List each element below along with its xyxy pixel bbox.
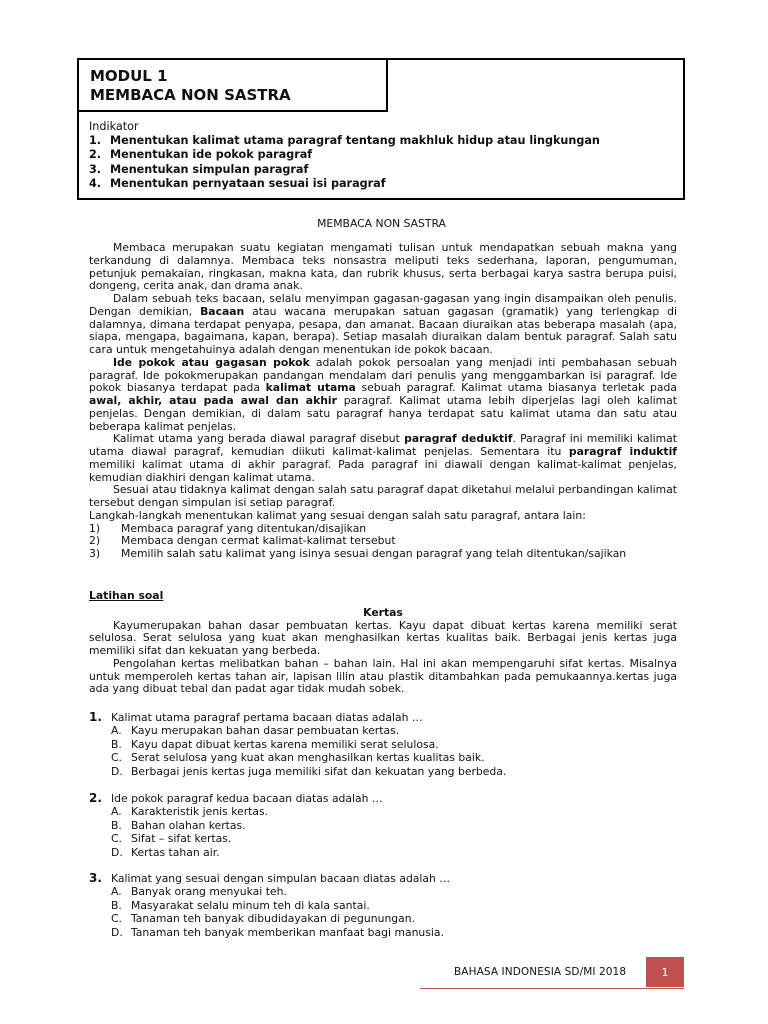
text-run: . Paragraf ini memiliki kalimat utama diawal paragraf, kemudian diikuti kalimat-kalimat penjelas. Sementara itu bbox=[89, 432, 677, 458]
module-number: MODUL 1 bbox=[90, 67, 168, 85]
question-1 bbox=[89, 711, 677, 778]
step-num: 2) bbox=[89, 534, 101, 548]
indikator-text: Menentukan pernyataan sesuai isi paragraf bbox=[110, 176, 386, 190]
paragraph: Membaca merupakan suatu kegiatan mengamati tulisan untuk mendapatkan sebuah makna yang terkandung di dalamnya. Membaca teks nonsastra meliputi teks sederhana, laporan, pengumuman, petunjuk pemakaian, ringkasan, makna kata, dan rubrik khusus, serta berbagai karya sastra berupa puisi, dongeng, cerita anak, dan drama anak. bbox=[89, 241, 677, 293]
option-text: Masyarakat selalu minum teh di kala santai. bbox=[131, 898, 370, 912]
indikator-item bbox=[89, 134, 674, 148]
indikator-num: 4. bbox=[89, 176, 102, 190]
bold-term: paragraf induktif bbox=[568, 445, 677, 458]
module-title-box bbox=[78, 59, 388, 112]
option-item bbox=[111, 832, 677, 845]
indikator-text: Menentukan simpulan paragraf bbox=[110, 162, 309, 176]
option-item bbox=[111, 912, 677, 925]
indikator-section bbox=[89, 120, 674, 191]
option-text: Kayu dapat dibuat kertas karena memiliki serat selulosa. bbox=[131, 737, 439, 751]
option-text: Tanaman teh banyak dibudidayakan di pegunungan. bbox=[131, 912, 416, 926]
step-num: 1) bbox=[89, 521, 101, 535]
option-key: D. bbox=[111, 764, 123, 778]
reading-paragraph: Pengolahan kertas melibatkan bahan – bahan lain. Hal ini akan mempengaruhi sifat kertas. Misalnya untuk memperoleh kertas tahan air, lapisan lilin atau plastik ditambahkan pada pemukaannya.kertas juga ada yang dibuat tebal dan padat agar tidak mudah sobek. bbox=[89, 656, 677, 696]
step-text: Memilih salah satu kalimat yang isinya sesuai dengan paragraf yang telah ditentukan/sajikan bbox=[121, 547, 627, 560]
indikator-title: Indikator bbox=[89, 120, 139, 133]
bold-term: paragraf deduktif bbox=[404, 432, 513, 446]
question-num: 2. bbox=[89, 791, 102, 805]
latihan-heading: Latihan soal bbox=[89, 589, 164, 602]
option-item bbox=[111, 885, 677, 898]
option-text: Tanaman teh banyak memberikan manfaat bagi manusia. bbox=[131, 925, 444, 939]
latihan-section bbox=[89, 590, 677, 696]
paragraph bbox=[89, 357, 677, 434]
option-item bbox=[111, 738, 677, 751]
question-text: Kalimat yang sesuai dengan simpulan bacaan diatas adalah … bbox=[111, 872, 451, 885]
body-text bbox=[89, 242, 677, 561]
option-list bbox=[89, 885, 677, 939]
reading-paragraph: Kayumerupakan bahan dasar pembuatan kertas. Kayu dapat dibuat kertas karena memiliki serat selulosa. Serat selulosa yang kuat akan menghasilkan kertas kualitas baik. Berbagai jenis kertas juga memiliki sifat dan kekuatan yang berbeda. bbox=[89, 618, 677, 657]
section-heading: MEMBACA NON SASTRA bbox=[317, 217, 446, 230]
option-key: C. bbox=[111, 832, 122, 846]
text-run: Dalam sebuah teks bacaan, selalu menyimpan gagasan-gagasan yang ingin disampaikan oleh penulis. Dengan demikian, bbox=[89, 292, 677, 318]
text-run: atau wacana merupakan satuan gagasan (gramatik) yang terlengkap di dalamnya, dimana terdapat penyapa, pesapa, dan amanat. Bacaan diuraikan atas beberapa masalah (apa, siapa, mengapa, bagaimana, kapan, berapa). Setiap masalah diuraikan dalam bentuk paragraf. Salah satu cara untuk mengetahuinya adalah dengan menentukan ide pokok bacaan. bbox=[89, 304, 677, 356]
option-key: D. bbox=[111, 845, 123, 859]
bold-term: Bacaan bbox=[200, 304, 245, 318]
bold-term: kalimat utama bbox=[265, 381, 356, 395]
text-run: paragraf. Kalimat utama lebih diperjelas lagi oleh kalimat penjelas. Dengan demikian, di dalam satu paragraf hanya terdapat satu kalimat utama dan satu atau beberapa kalimat penjelas. bbox=[89, 394, 678, 433]
question-num: 1. bbox=[89, 710, 102, 724]
option-item bbox=[111, 724, 677, 737]
option-key: A. bbox=[111, 724, 122, 738]
paragraph: Sesuai atau tidaknya kalimat dengan salah satu paragraf dapat diketahui melalui perbandingan kalimat tersebut dengan simpulan isi setiap paragraf. bbox=[89, 483, 677, 509]
indikator-item bbox=[89, 148, 674, 162]
text-run: Kalimat utama yang berada diawal paragraf disebut bbox=[113, 432, 405, 446]
indikator-text: Menentukan kalimat utama paragraf tentang makhluk hidup atau lingkungan bbox=[110, 134, 600, 148]
option-list bbox=[89, 805, 677, 859]
option-text: Banyak orang menyukai teh. bbox=[131, 885, 287, 899]
question-2 bbox=[89, 792, 677, 859]
question-text: Ide pokok paragraf kedua bacaan diatas adalah … bbox=[111, 792, 383, 805]
question-text: Kalimat utama paragraf pertama bacaan diatas adalah … bbox=[111, 711, 423, 724]
paragraph bbox=[89, 433, 677, 484]
option-item bbox=[111, 751, 677, 764]
question-stem bbox=[89, 792, 677, 805]
steps-list bbox=[89, 523, 677, 561]
option-text: Serat selulosa yang kuat akan menghasilkan kertas kualitas baik. bbox=[131, 751, 485, 765]
step-item bbox=[89, 548, 677, 561]
option-list bbox=[89, 724, 677, 778]
footer-label: BAHASA INDONESIA SD/MI 2018 bbox=[454, 966, 627, 978]
option-text: Sifat – sifat kertas. bbox=[131, 832, 232, 846]
footer-rule bbox=[420, 988, 684, 989]
option-text: Kayu merupakan bahan dasar pembuatan kertas. bbox=[131, 724, 400, 738]
step-text: Membaca dengan cermat kalimat-kalimat tersebut bbox=[121, 534, 396, 548]
option-item bbox=[111, 819, 677, 832]
indikator-num: 3. bbox=[89, 162, 102, 176]
option-item bbox=[111, 846, 677, 859]
option-text: Berbagai jenis kertas juga memiliki sifat dan kekuatan yang berbeda. bbox=[131, 764, 507, 778]
indikator-text: Menentukan ide pokok paragraf bbox=[110, 148, 313, 162]
text-run: memiliki kalimat utama di akhir paragraf. Pada paragraf ini diawali dengan kalimat-kalimat penjelas, kemudian diakhiri dengan kalimat utama. bbox=[89, 457, 677, 484]
option-key: A. bbox=[111, 805, 122, 819]
option-item bbox=[111, 899, 677, 912]
option-key: B. bbox=[111, 818, 122, 832]
indikator-item bbox=[89, 163, 674, 177]
question-stem bbox=[89, 711, 677, 724]
module-title: MEMBACA NON SASTRA bbox=[90, 86, 291, 104]
bold-term: awal, akhir, atau pada awal dan akhir bbox=[89, 394, 337, 407]
page-number-badge: 1 bbox=[646, 957, 684, 987]
indikator-num: 2. bbox=[89, 148, 102, 162]
option-item bbox=[111, 926, 677, 939]
paragraph bbox=[89, 293, 677, 357]
bold-term: Ide pokok atau gagasan pokok bbox=[113, 355, 310, 369]
option-key: C. bbox=[111, 751, 122, 765]
question-3 bbox=[89, 872, 677, 939]
option-text: Bahan olahan kertas. bbox=[131, 818, 246, 832]
question-num: 3. bbox=[89, 871, 102, 885]
indikator-list bbox=[89, 134, 674, 191]
option-key: B. bbox=[111, 898, 122, 912]
indikator-num: 1. bbox=[89, 134, 102, 148]
option-text: Karakteristik jenis kertas. bbox=[131, 805, 269, 819]
option-key: B. bbox=[111, 737, 122, 751]
step-num: 3) bbox=[89, 547, 101, 560]
question-stem bbox=[89, 872, 677, 885]
step-text: Membaca paragraf yang ditentukan/disajikan bbox=[121, 521, 367, 535]
option-key: C. bbox=[111, 912, 122, 926]
option-key: D. bbox=[111, 925, 123, 939]
reading-title: Kertas bbox=[363, 605, 403, 619]
option-text: Kertas tahan air. bbox=[131, 845, 220, 859]
paragraph: Langkah-langkah menentukan kalimat yang sesuai dengan salah satu paragraf, antara lain: bbox=[89, 508, 586, 522]
option-item bbox=[111, 765, 677, 778]
option-item bbox=[111, 805, 677, 818]
text-run: adalah pokok persoalan yang menjadi inti pembahasan sebuah paragraf. Ide pokokmerupakan pandangan mendalam dari penulis yang menggambarkan isi paragraf. Ide pokok biasanya terdapat pada bbox=[89, 355, 677, 395]
text-run: sebuah paragraf. Kalimat utama biasanya terletak pada bbox=[355, 381, 677, 395]
option-key: A. bbox=[111, 885, 122, 899]
indikator-item bbox=[89, 177, 674, 191]
